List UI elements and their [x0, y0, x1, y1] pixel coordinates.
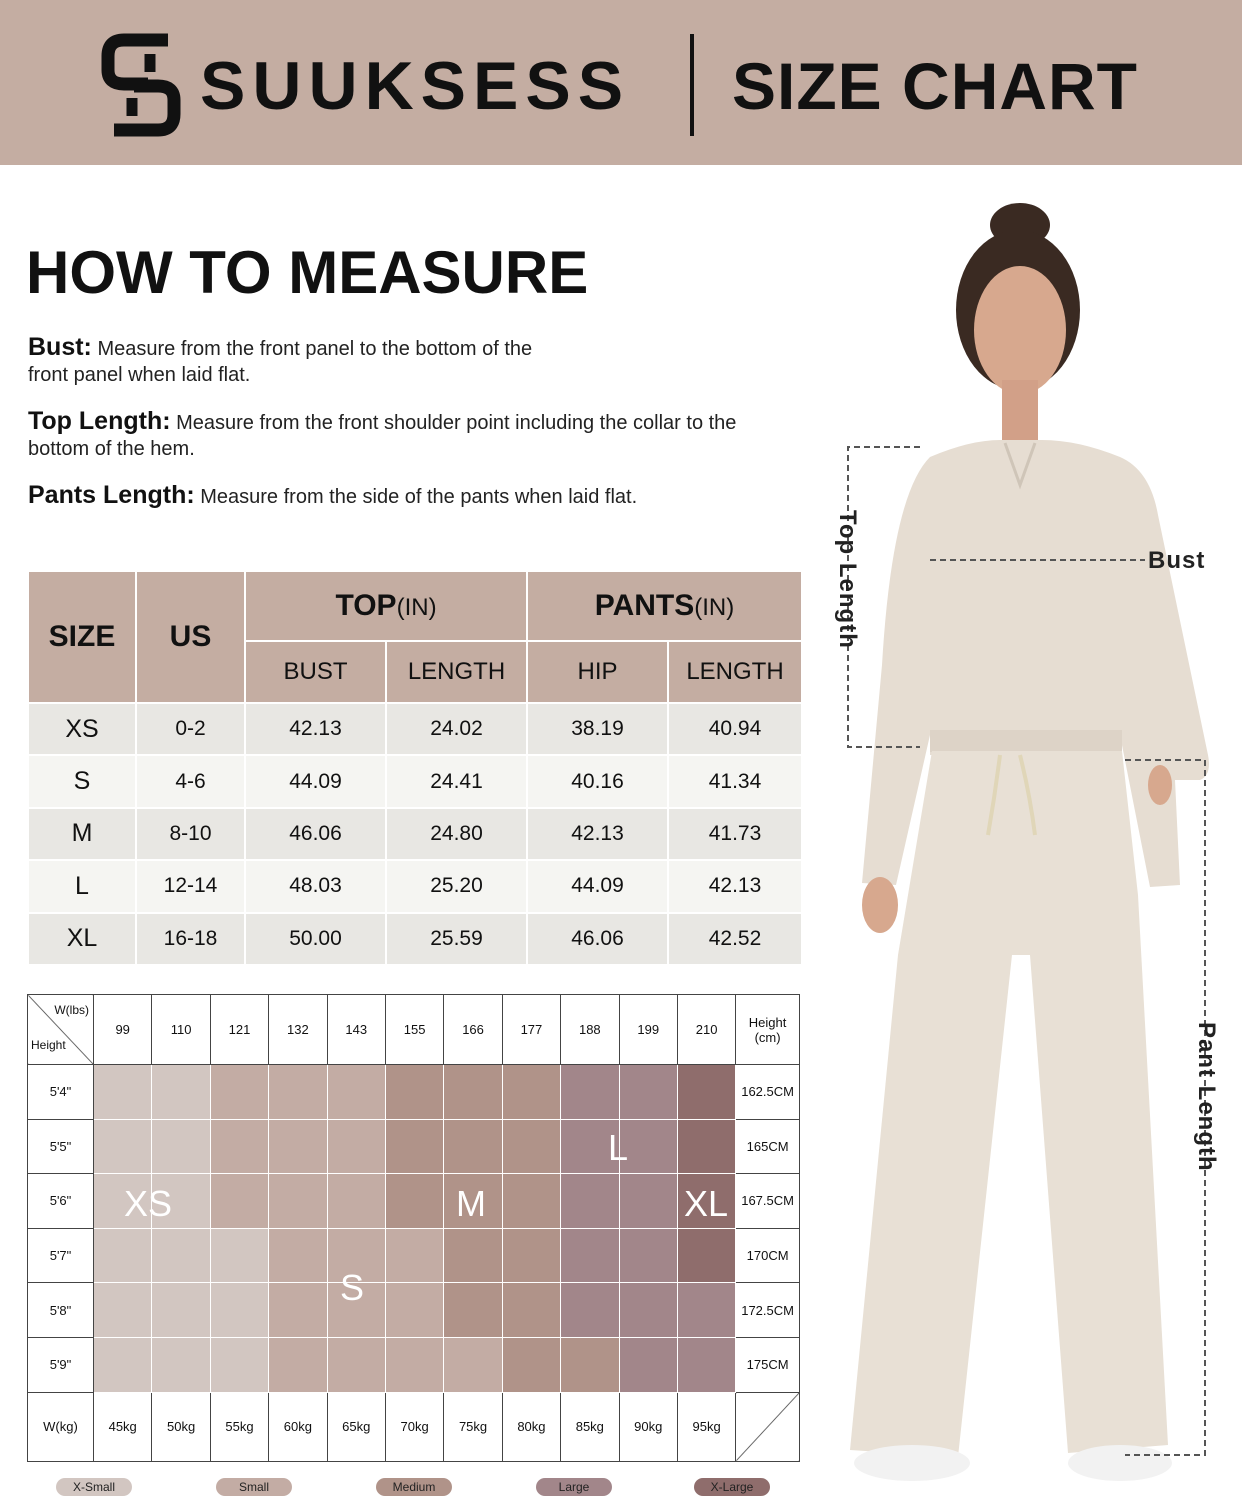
- grid-size-cell-m: [385, 1119, 443, 1174]
- measure-pants-length: [28, 482, 748, 510]
- grid-size-cell-xl: [677, 1119, 735, 1174]
- grid-size-cell-l: [619, 1283, 677, 1338]
- table-row: [28, 860, 802, 912]
- grid-size-cell-l: [561, 1174, 619, 1229]
- weight-kg-cell: 65kg: [327, 1392, 385, 1461]
- grid-size-cell-xs: [210, 1283, 268, 1338]
- grid-size-cell-xl: [677, 1228, 735, 1283]
- grid-size-cell-m: [502, 1228, 560, 1283]
- measure-bust: [28, 334, 548, 388]
- table-cell: 40.16: [527, 755, 668, 807]
- grid-size-cell-s: [385, 1228, 443, 1283]
- brand-logo-icon: [98, 32, 184, 138]
- weight-kg-cell: 80kg: [502, 1392, 560, 1461]
- table-cell: 8-10: [136, 808, 245, 860]
- grid-size-cell-m: [444, 1119, 502, 1174]
- weight-lbs-cell: 188: [561, 995, 619, 1065]
- legend-x-small: X-Small: [56, 1478, 132, 1496]
- height-ft-cell: 5'5": [28, 1119, 94, 1174]
- grid-label-l: L: [608, 1127, 629, 1168]
- table-cell: 24.02: [386, 703, 527, 755]
- grid-label-m: M: [456, 1183, 486, 1224]
- weight-lbs-cell: 210: [677, 995, 735, 1065]
- measure-term: Top Length:: [28, 407, 171, 435]
- weight-kg-cell: 50kg: [152, 1392, 210, 1461]
- grid-size-cell-s: [269, 1119, 327, 1174]
- header-divider: [690, 34, 694, 136]
- grid-size-cell-l: [561, 1228, 619, 1283]
- table-cell: 25.59: [386, 913, 527, 965]
- height-weight-grid: [27, 994, 800, 1462]
- dim-pant-length-label: Pant Length: [1193, 1022, 1220, 1172]
- measure-text: Measure from the front shoulder point including the collar to the bottom of the hem.: [28, 412, 737, 460]
- grid-size-cell-s: [385, 1283, 443, 1338]
- table-cell: 0-2: [136, 703, 245, 755]
- table-cell: 4-6: [136, 755, 245, 807]
- legend-small: Small: [216, 1478, 292, 1496]
- grid-size-cell-xs: [152, 1337, 210, 1392]
- grid-row: [28, 1283, 800, 1338]
- grid-size-cell-s: [385, 1337, 443, 1392]
- measure-term: Pants Length:: [28, 481, 195, 509]
- grid-size-cell-s: [210, 1119, 268, 1174]
- table-cell: 42.13: [527, 808, 668, 860]
- measure-text: Measure from the side of the pants when laid flat.: [200, 486, 638, 508]
- grid-size-cell-l: [619, 1337, 677, 1392]
- group-pants-label: PANTS: [594, 589, 695, 622]
- weight-lbs-cell: 99: [94, 995, 152, 1065]
- col-header-bust: BUST: [245, 641, 386, 703]
- kg-label: W(kg): [28, 1392, 94, 1461]
- grid-size-cell-xs: [94, 1228, 152, 1283]
- table-cell: 48.03: [245, 860, 386, 912]
- grid-kg-row: [28, 1392, 800, 1461]
- legend-medium: Medium: [376, 1478, 452, 1496]
- grid-size-cell-xs: [152, 1283, 210, 1338]
- grid-size-cell-m: [444, 1283, 502, 1338]
- measure-term: Bust:: [28, 333, 92, 361]
- height-cm-cell: 167.5CM: [736, 1174, 800, 1229]
- grid-size-cell-s: [327, 1065, 385, 1120]
- measure-text: Measure from the front panel to the bottom of the front panel when laid flat.: [28, 338, 533, 386]
- table-cell: 44.09: [245, 755, 386, 807]
- grid-size-cell-s: [269, 1228, 327, 1283]
- weight-lbs-cell: 110: [152, 995, 210, 1065]
- grid-label-xl: XL: [684, 1183, 729, 1224]
- grid-row: [28, 1065, 800, 1120]
- height-cm-header: Height (cm): [736, 995, 800, 1065]
- col-header-us: US: [136, 571, 245, 703]
- grid-size-cell-m: [561, 1337, 619, 1392]
- table-cell: 25.20: [386, 860, 527, 912]
- weight-kg-cell: 45kg: [94, 1392, 152, 1461]
- table-cell: 46.06: [245, 808, 386, 860]
- corner-height-label: Height: [31, 1038, 66, 1052]
- table-cell: 42.52: [668, 913, 802, 965]
- grid-size-cell-xs: [94, 1283, 152, 1338]
- group-top-unit: (IN): [396, 594, 437, 621]
- table-cell: M: [28, 808, 136, 860]
- table-cell: 41.73: [668, 808, 802, 860]
- height-ft-cell: 5'4": [28, 1065, 94, 1120]
- grid-size-cell-s: [269, 1174, 327, 1229]
- group-top-label: TOP: [335, 589, 397, 622]
- weight-kg-cell: 90kg: [619, 1392, 677, 1461]
- weight-lbs-cell: 199: [619, 995, 677, 1065]
- table-cell: S: [28, 755, 136, 807]
- grid-size-cell-m: [444, 1228, 502, 1283]
- height-ft-cell: 5'9": [28, 1337, 94, 1392]
- grid-size-cell-s: [444, 1337, 502, 1392]
- weight-kg-cell: 95kg: [677, 1392, 735, 1461]
- brand-name: SUUKSESS: [200, 48, 631, 124]
- grid-size-cell-s: [269, 1283, 327, 1338]
- grid-size-cell-xs: [152, 1065, 210, 1120]
- grid-size-cell-m: [385, 1174, 443, 1229]
- corner-weight-label: W(lbs): [54, 1003, 89, 1017]
- grid-size-cell-l: [619, 1228, 677, 1283]
- group-header-top: [245, 571, 527, 641]
- height-cm-cell: 162.5CM: [736, 1065, 800, 1120]
- table-cell: 44.09: [527, 860, 668, 912]
- grid-size-cell-m: [502, 1065, 560, 1120]
- grid-size-cell-s: [210, 1065, 268, 1120]
- table-cell: 12-14: [136, 860, 245, 912]
- grid-label-s: S: [340, 1267, 365, 1308]
- grid-size-cell-m: [444, 1065, 502, 1120]
- height-cm-cell: 175CM: [736, 1337, 800, 1392]
- table-row: [28, 703, 802, 755]
- table-cell: 16-18: [136, 913, 245, 965]
- grid-kg-corner: [736, 1392, 800, 1461]
- how-to-measure-title: HOW TO MEASURE: [26, 239, 589, 306]
- grid-header-row: [28, 995, 800, 1065]
- model-photo: [820, 195, 1240, 1495]
- table-cell: XS: [28, 703, 136, 755]
- group-pants-unit: (IN): [694, 594, 735, 621]
- dim-top-length-label: Top Length: [834, 510, 861, 649]
- height-cm-cell: 170CM: [736, 1228, 800, 1283]
- weight-kg-cell: 60kg: [269, 1392, 327, 1461]
- col-header-hip: HIP: [527, 641, 668, 703]
- table-cell: 38.19: [527, 703, 668, 755]
- col-header-top-length: LENGTH: [386, 641, 527, 703]
- grid-corner: [28, 995, 94, 1065]
- grid-size-cell-s: [327, 1119, 385, 1174]
- group-header-pants: [527, 571, 802, 641]
- grid-size-cell-s: [269, 1065, 327, 1120]
- weight-lbs-cell: 177: [502, 995, 560, 1065]
- grid-row: [28, 1337, 800, 1392]
- table-cell: 46.06: [527, 913, 668, 965]
- grid-row: [28, 1228, 800, 1283]
- legend-large: Large: [536, 1478, 612, 1496]
- grid-size-cell-l: [619, 1174, 677, 1229]
- grid-size-cell-l: [561, 1283, 619, 1338]
- grid-size-cell-s: [210, 1174, 268, 1229]
- table-row: [28, 913, 802, 965]
- grid-size-cell-s: [269, 1337, 327, 1392]
- weight-lbs-cell: 166: [444, 995, 502, 1065]
- grid-size-cell-l: [677, 1337, 735, 1392]
- grid-size-cell-l: [619, 1065, 677, 1120]
- grid-size-cell-m: [385, 1065, 443, 1120]
- grid-size-cell-m: [502, 1337, 560, 1392]
- weight-lbs-cell: 132: [269, 995, 327, 1065]
- table-row: [28, 755, 802, 807]
- col-header-pants-length: LENGTH: [668, 641, 802, 703]
- table-cell: 41.34: [668, 755, 802, 807]
- header-banner: [0, 0, 1242, 165]
- table-cell: 42.13: [245, 703, 386, 755]
- table-cell: 50.00: [245, 913, 386, 965]
- table-cell: 40.94: [668, 703, 802, 755]
- grid-label-xs: XS: [124, 1183, 173, 1224]
- table-cell: XL: [28, 913, 136, 965]
- height-ft-cell: 5'6": [28, 1174, 94, 1229]
- col-header-size: SIZE: [28, 571, 136, 703]
- grid-size-cell-xs: [152, 1228, 210, 1283]
- legend-x-large: X-Large: [694, 1478, 770, 1496]
- weight-lbs-cell: 155: [385, 995, 443, 1065]
- grid-size-cell-m: [502, 1283, 560, 1338]
- weight-kg-cell: 75kg: [444, 1392, 502, 1461]
- grid-size-cell-xs: [152, 1119, 210, 1174]
- weight-lbs-cell: 143: [327, 995, 385, 1065]
- weight-kg-cell: 70kg: [385, 1392, 443, 1461]
- grid-size-cell-l: [561, 1065, 619, 1120]
- height-ft-cell: 5'7": [28, 1228, 94, 1283]
- grid-size-cell-s: [327, 1174, 385, 1229]
- height-ft-cell: 5'8": [28, 1283, 94, 1338]
- page-title: SIZE CHART: [732, 49, 1138, 123]
- height-cm-cell: 172.5CM: [736, 1283, 800, 1338]
- grid-size-cell-xs: [94, 1065, 152, 1120]
- weight-kg-cell: 55kg: [210, 1392, 268, 1461]
- table-cell: 24.80: [386, 808, 527, 860]
- weight-lbs-cell: 121: [210, 995, 268, 1065]
- grid-size-cell-m: [502, 1119, 560, 1174]
- size-table: [27, 570, 803, 966]
- grid-size-cell-xl: [677, 1065, 735, 1120]
- grid-size-cell-l: [677, 1283, 735, 1338]
- grid-size-cell-xs: [94, 1119, 152, 1174]
- weight-kg-cell: 85kg: [561, 1392, 619, 1461]
- table-cell: 42.13: [668, 860, 802, 912]
- grid-size-cell-xs: [210, 1228, 268, 1283]
- table-cell: L: [28, 860, 136, 912]
- grid-size-cell-s: [327, 1337, 385, 1392]
- grid-size-cell-xs: [210, 1337, 268, 1392]
- measure-top-length: [28, 408, 748, 462]
- table-row: [28, 808, 802, 860]
- grid-row: [28, 1119, 800, 1174]
- height-cm-cell: 165CM: [736, 1119, 800, 1174]
- grid-size-cell-xs: [94, 1337, 152, 1392]
- grid-size-cell-m: [502, 1174, 560, 1229]
- dim-bust-label: Bust: [1148, 547, 1206, 574]
- table-cell: 24.41: [386, 755, 527, 807]
